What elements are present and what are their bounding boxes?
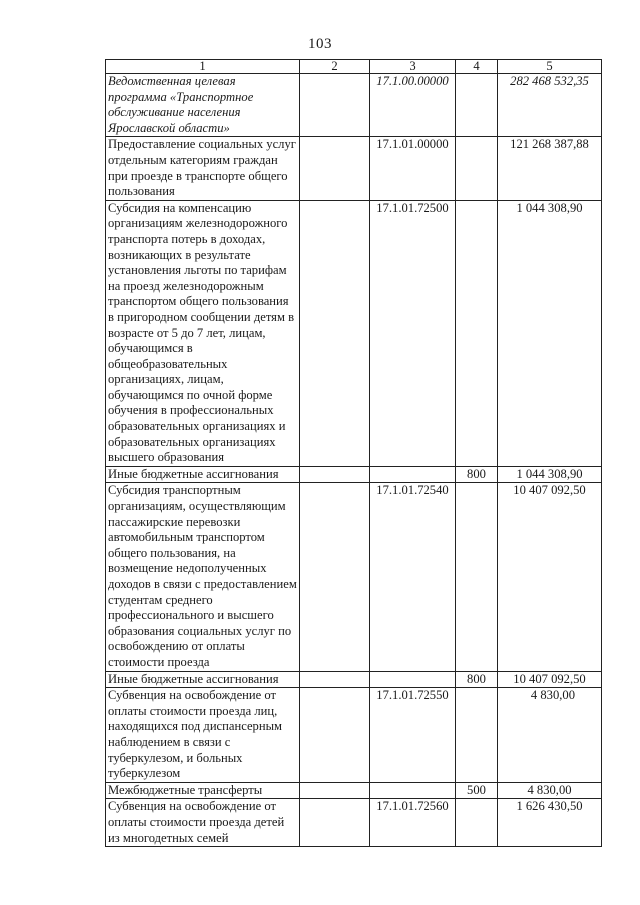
row-kind [456, 483, 498, 671]
row-amount: 1 626 430,50 [498, 799, 602, 847]
row-col2 [300, 466, 370, 483]
row-name: Предоставление социальных услуг отдельным категориям граждан при проезде в транспорте общего пользования [106, 137, 300, 200]
row-col2 [300, 782, 370, 799]
table-header [106, 60, 602, 74]
row-amount: 121 268 387,88 [498, 137, 602, 200]
table-row [106, 671, 602, 688]
table-row [106, 200, 602, 466]
row-col2 [300, 483, 370, 671]
row-kind: 800 [456, 671, 498, 688]
row-amount: 282 468 532,35 [498, 74, 602, 137]
budget-table [105, 59, 602, 847]
row-amount: 10 407 092,50 [498, 483, 602, 671]
row-kind: 500 [456, 782, 498, 799]
table-body [106, 74, 602, 847]
row-kind [456, 137, 498, 200]
table-row [106, 483, 602, 671]
row-name: Иные бюджетные ассигнования [106, 671, 300, 688]
row-name: Субсидия на компенсацию организациям железнодорожного транспорта потерь в доходах, возникающих в результате установления льготы по тарифам на проезд железнодорожным транспортом общего пользования в пригородном сообщении детям в возрасте от 5 до 7 лет, лицам, обучающимся в общеобразовательных организациях, лицам, обучающимся по очной форме обучения в профессиональных образовательных организациях и образовательных организациях высшего образования [106, 200, 300, 466]
row-kind [456, 688, 498, 783]
row-kind [456, 799, 498, 847]
row-code [370, 671, 456, 688]
row-code: 17.1.01.72540 [370, 483, 456, 671]
page-number: 103 [308, 36, 332, 52]
table-row [106, 799, 602, 847]
row-kind: 800 [456, 466, 498, 483]
header-row [106, 60, 602, 74]
table-row [106, 688, 602, 783]
header-col-1: 1 [106, 60, 300, 74]
row-code [370, 466, 456, 483]
row-code [370, 782, 456, 799]
table-row [106, 466, 602, 483]
row-name: Субвенция на освобождение от оплаты стоимости проезда лиц, находящихся под диспансерным наблюдением в связи с туберкулезом, и больных туберкулезом [106, 688, 300, 783]
table-row [106, 137, 602, 200]
row-kind [456, 200, 498, 466]
row-amount: 1 044 308,90 [498, 466, 602, 483]
row-col2 [300, 200, 370, 466]
row-col2 [300, 137, 370, 200]
row-code: 17.1.01.72550 [370, 688, 456, 783]
row-name: Межбюджетные трансферты [106, 782, 300, 799]
row-amount: 4 830,00 [498, 688, 602, 783]
row-col2 [300, 671, 370, 688]
table-row [106, 782, 602, 799]
row-name: Иные бюджетные ассигнования [106, 466, 300, 483]
row-name: Ведомственная целевая программа «Транспортное обслуживание населения Ярославской области» [106, 74, 300, 137]
row-col2 [300, 799, 370, 847]
row-kind [456, 74, 498, 137]
row-code: 17.1.01.72560 [370, 799, 456, 847]
row-code: 17.1.00.00000 [370, 74, 456, 137]
row-col2 [300, 688, 370, 783]
row-amount: 4 830,00 [498, 782, 602, 799]
row-amount: 10 407 092,50 [498, 671, 602, 688]
header-col-4: 4 [456, 60, 498, 74]
row-amount: 1 044 308,90 [498, 200, 602, 466]
header-col-3: 3 [370, 60, 456, 74]
row-col2 [300, 74, 370, 137]
header-col-5: 5 [498, 60, 602, 74]
table-row [106, 74, 602, 137]
row-name: Субвенция на освобождение от оплаты стоимости проезда детей из многодетных семей [106, 799, 300, 847]
row-code: 17.1.01.00000 [370, 137, 456, 200]
row-name: Субсидия транспортным организациям, осуществляющим пассажирские перевозки автомобильным транспортом общего пользования, на возмещение недополученных доходов в связи с предоставлением студентам среднего профессионального и высшего образования социальных услуг по освобождению от оплаты стоимости проезда [106, 483, 300, 671]
header-col-2: 2 [300, 60, 370, 74]
row-code: 17.1.01.72500 [370, 200, 456, 466]
